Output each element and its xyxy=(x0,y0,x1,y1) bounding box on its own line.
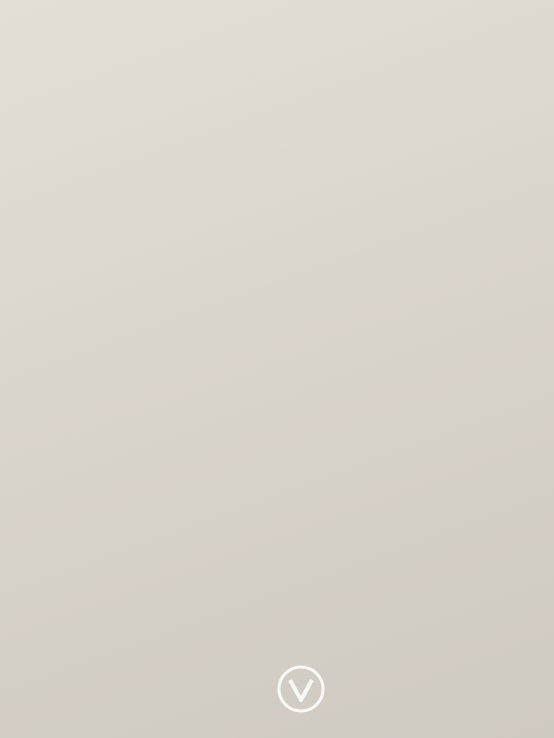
violity-logo-icon xyxy=(276,664,326,714)
watermark xyxy=(276,664,334,714)
